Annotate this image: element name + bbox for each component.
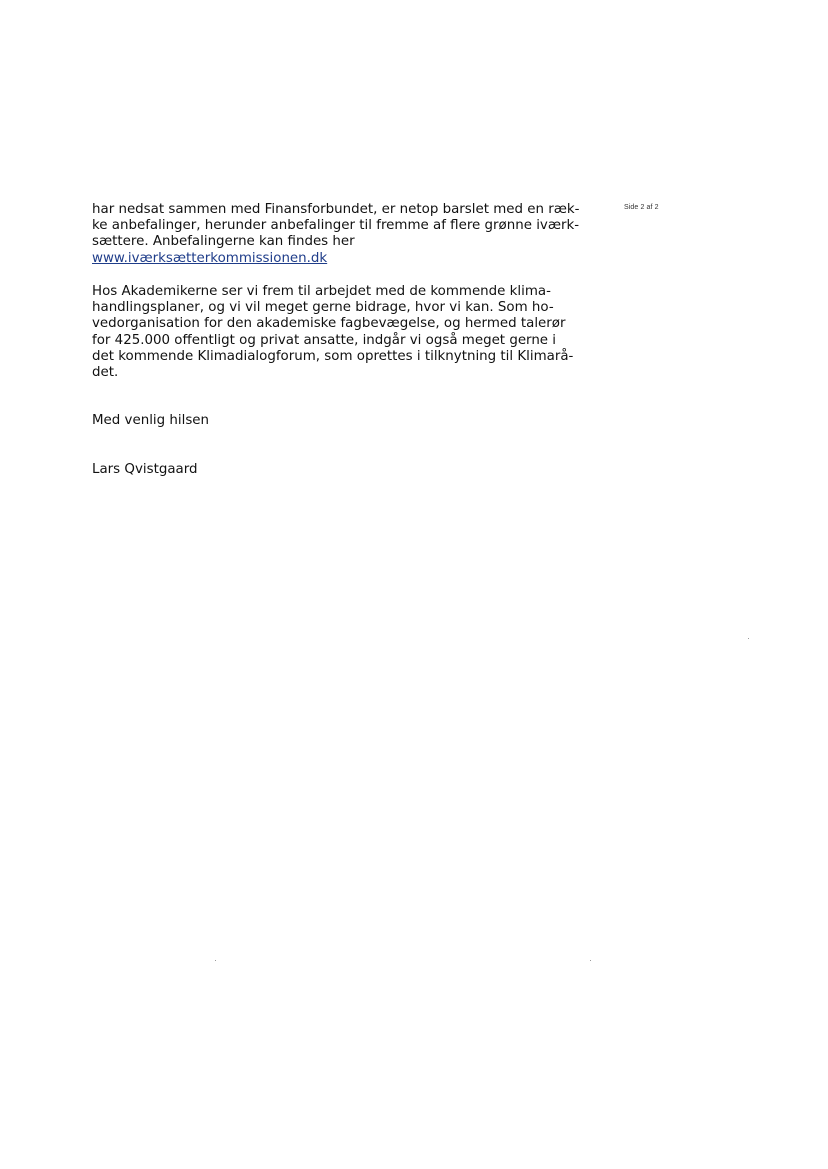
paragraph-climate-plans [92, 284, 612, 381]
scan-speck [748, 638, 749, 639]
paragraph-recommendations [92, 202, 612, 267]
paragraph-line: Hos Akademikerne ser vi frem til arbejdet med de kommende klima- [92, 284, 551, 299]
page-number-label: Side 2 af 2 [624, 204, 659, 211]
paragraph-line: handlingsplaner, og vi vil meget gerne bidrage, hvor vi kan. Som ho- [92, 300, 554, 316]
paragraph-line: det kommende Klimadialogforum, som oprettes i tilknytning til Klimarå- [92, 348, 574, 364]
commission-website-link[interactable]: www.iværksætterkommissionen.dk [92, 250, 328, 266]
closing-greeting: Med venlig hilsen [92, 413, 210, 428]
paragraph-line: det. [92, 364, 119, 380]
paragraph-line: har nedsat sammen med Finansforbundet, er netop barslet med en ræk- [92, 202, 580, 217]
paragraph-line: sættere. Anbefalingerne kan findes her [92, 234, 355, 250]
scan-speck [215, 960, 216, 961]
signature-name: Lars Qvistgaard [92, 462, 198, 477]
paragraph-line: vedorganisation for den akademiske fagbevægelse, og hermed talerør [92, 316, 566, 332]
paragraph-line: ke anbefalinger, herunder anbefalinger til fremme af flere grønne iværk- [92, 218, 580, 234]
scan-speck [590, 960, 591, 961]
paragraph-line: for 425.000 offentligt og privat ansatte, indgår vi også meget gerne i [92, 332, 557, 348]
